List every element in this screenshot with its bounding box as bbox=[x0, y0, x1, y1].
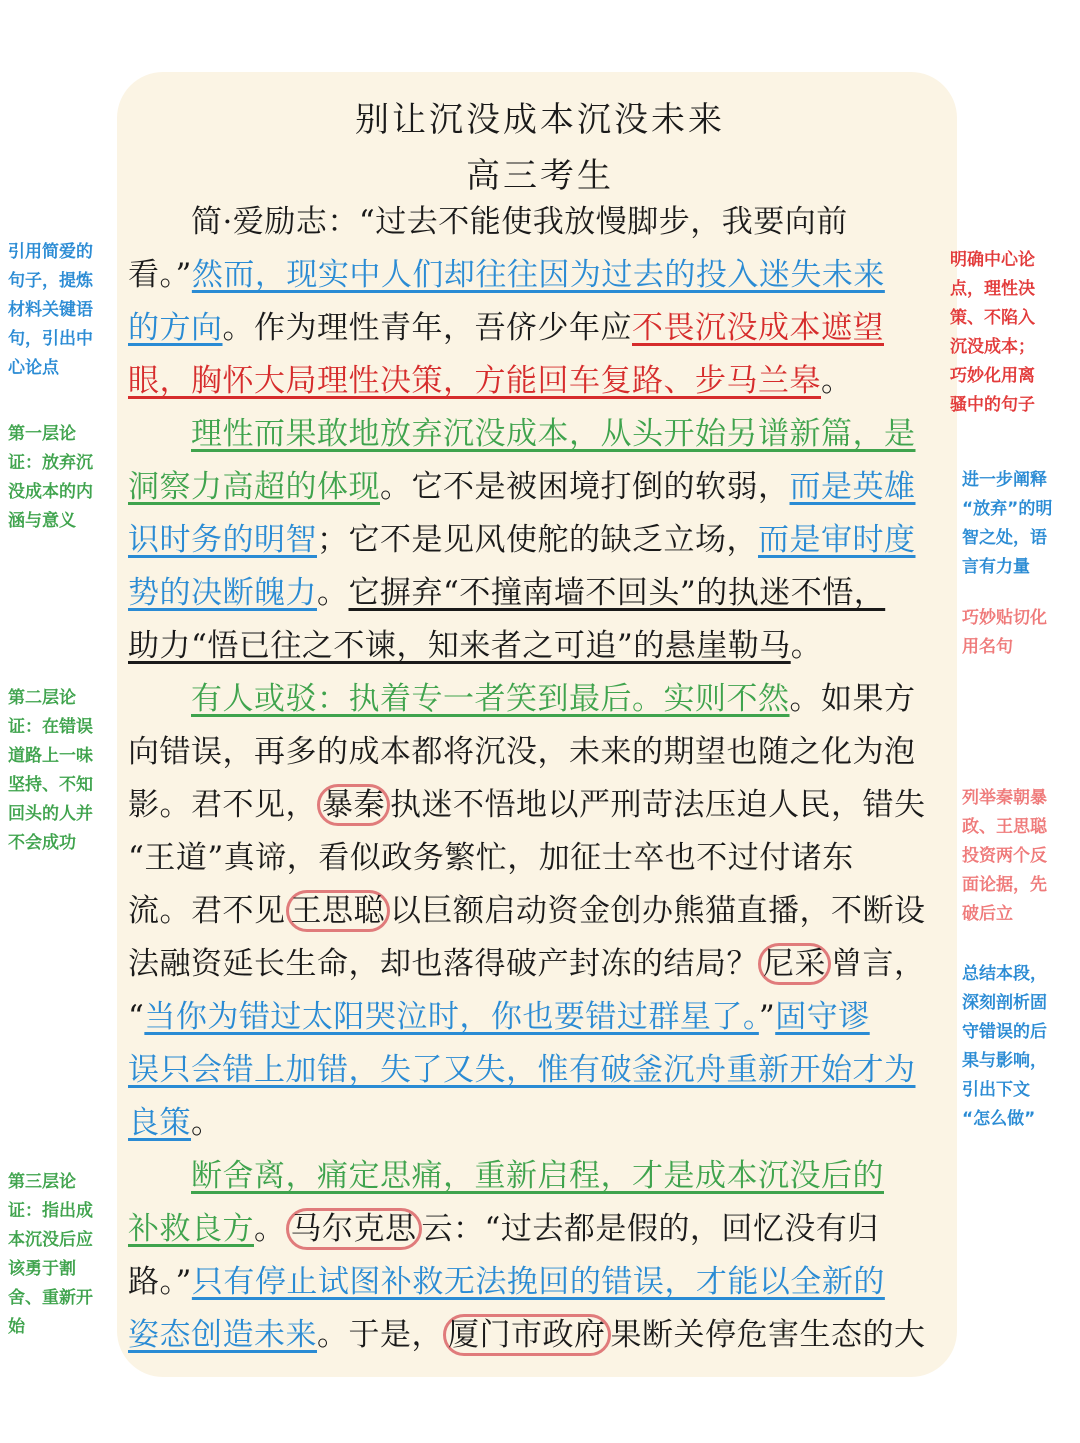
essay-line bbox=[128, 938, 946, 991]
circled-name: 尼采 bbox=[758, 943, 831, 985]
text-segment: 法融资延长生命，却也落得破产封冻的结局？ bbox=[128, 946, 758, 982]
text-segment: 。如果方 bbox=[789, 681, 916, 717]
right-annotation-3: 巧妙贴切化 用名句 bbox=[962, 608, 1047, 657]
highlighted-phrase: 当你为错过太阳哭泣时，你也要错过群星了。 bbox=[144, 999, 759, 1035]
text-segment: 曾言， bbox=[831, 946, 926, 982]
essay-author: 高三考生 bbox=[466, 156, 614, 196]
right-annotation-5: 总结本段， 深刻剖析固 守错误的后 果与影响， 引出下文 “怎么做” bbox=[962, 964, 1047, 1129]
right-annotation-2: 进一步阐释 “放弃”的明 智之处，语 言有力量 bbox=[962, 470, 1053, 577]
circled-name: 暴秦 bbox=[317, 784, 390, 826]
text-segment: 。 bbox=[191, 1105, 223, 1141]
highlighted-phrase: 姿态创造未来 bbox=[128, 1317, 317, 1353]
text-segment bbox=[128, 416, 191, 452]
text-segment: 看。” bbox=[128, 257, 192, 293]
highlighted-phrase: 然而，现实中人们却往往因为过去的投入迷失未来 bbox=[191, 257, 885, 293]
essay-body bbox=[128, 196, 946, 1362]
highlighted-phrase: 不畏沉没成本遮望 bbox=[632, 310, 884, 346]
text-segment bbox=[128, 681, 191, 717]
text-segment: 云：“过去都是假的，回忆没有归 bbox=[421, 1211, 879, 1247]
text-segment bbox=[128, 1158, 191, 1194]
highlighted-phrase: 断舍离，痛定思痛，重新启程，才是成本沉没后的 bbox=[191, 1158, 884, 1194]
highlighted-phrase: 助力“悟已往之不谏，知来者之可追”的悬崖勒马 bbox=[128, 628, 791, 664]
essay-line bbox=[128, 1044, 946, 1097]
essay-line bbox=[128, 726, 946, 779]
text-segment: “ bbox=[128, 999, 145, 1035]
highlighted-phrase: 误只会错上加错，失了又失，惟有破釜沉舟重新开始才为 bbox=[128, 1052, 916, 1088]
essay-line bbox=[128, 249, 946, 302]
text-segment: ；它不是见风使舵的缺乏立场， bbox=[317, 522, 758, 558]
highlighted-phrase: 有人或驳：执着专一者笑到最后。实则不然 bbox=[191, 681, 790, 717]
left-annotation-1: 引用简爱的 句子，提炼 材料关键语 句，引出中 心论点 bbox=[8, 242, 93, 378]
text-segment: 向错误，再多的成本都将沉没，未来的期望也随之化为泡 bbox=[128, 734, 916, 770]
essay-line bbox=[128, 1150, 946, 1203]
text-segment: 流。君不见 bbox=[128, 893, 286, 929]
highlighted-phrase: 洞察力高超的体现 bbox=[128, 469, 380, 505]
essay-line bbox=[128, 196, 946, 249]
highlighted-phrase: 势的决断魄力 bbox=[128, 575, 317, 611]
highlighted-phrase: 识时务的明智 bbox=[128, 522, 317, 558]
text-segment: 执迷不悟地以严刑苛法压迫人民，错失 bbox=[390, 787, 926, 823]
highlighted-phrase: 只有停止试图补救无法挽回的错误，才能以全新的 bbox=[191, 1264, 885, 1300]
text-segment: 以巨额启动资金创办熊猫直播，不断设 bbox=[390, 893, 926, 929]
right-annotation-1: 明确中心论 点，理性决 策、不陷入 沉没成本； 巧妙化用离 骚中的句子 bbox=[950, 250, 1035, 415]
text-segment: 。作为理性青年，吾侪少年应 bbox=[222, 310, 632, 346]
highlighted-phrase: 补救良方 bbox=[128, 1211, 254, 1247]
essay-line bbox=[128, 355, 946, 408]
essay-line bbox=[128, 991, 946, 1044]
circled-name: 王思聪 bbox=[286, 890, 391, 932]
text-segment: 。于是， bbox=[317, 1317, 443, 1353]
essay-line bbox=[128, 779, 946, 832]
essay-line bbox=[128, 567, 946, 620]
circled-name: 厦门市政府 bbox=[443, 1314, 611, 1356]
essay-line bbox=[128, 1097, 946, 1150]
essay-line bbox=[128, 408, 946, 461]
highlighted-phrase: 它摒弃“不撞南墙不回头”的执迷不悟， bbox=[348, 575, 886, 611]
essay-line bbox=[128, 832, 946, 885]
highlighted-phrase: 固守谬 bbox=[775, 999, 870, 1035]
circled-name: 马尔克思 bbox=[286, 1208, 422, 1250]
essay-line bbox=[128, 302, 946, 355]
text-segment: 。 bbox=[254, 1211, 286, 1247]
left-annotation-4: 第三层论 证：指出成 本沉没后应 该勇于割 舍、重新开 始 bbox=[8, 1172, 93, 1337]
text-segment: 。它不是被困境打倒的软弱， bbox=[380, 469, 790, 505]
text-segment: ” bbox=[758, 999, 776, 1035]
left-annotation-2: 第一层论 证：放弃沉 没成本的内 涵与意义 bbox=[8, 424, 93, 531]
highlighted-phrase: 而是英雄 bbox=[789, 469, 916, 505]
essay-line bbox=[128, 885, 946, 938]
text-segment: 路。” bbox=[128, 1264, 192, 1300]
text-segment: 。 bbox=[790, 628, 823, 664]
essay-title: 别让沉没成本沉没未来 bbox=[355, 100, 725, 140]
essay-line bbox=[128, 1256, 946, 1309]
highlighted-phrase: 理性而果敢地放弃沉没成本，从头开始另谱新篇，是 bbox=[191, 416, 916, 452]
right-annotation-4: 列举秦朝暴 政、王思聪 投资两个反 面论据，先 破后立 bbox=[962, 788, 1047, 924]
highlighted-phrase: 良策 bbox=[128, 1105, 191, 1141]
text-segment: 。 bbox=[821, 363, 853, 399]
text-segment: 简·爱励志：“过去不能使我放慢脚步，我要向前 bbox=[128, 204, 848, 240]
text-segment: 影。君不见， bbox=[128, 787, 317, 823]
highlighted-phrase: 眼，胸怀大局理性决策，方能回车复路、步马兰皋 bbox=[128, 363, 821, 399]
highlighted-phrase: 而是审时度 bbox=[758, 522, 916, 558]
essay-line bbox=[128, 620, 946, 673]
essay-line bbox=[128, 673, 946, 726]
text-segment: “王道”真谛，看似政务繁忙，加征士卒也不过付诸东 bbox=[128, 840, 854, 876]
essay-line bbox=[128, 1309, 946, 1362]
highlighted-phrase: 的方向 bbox=[128, 310, 223, 346]
essay-line bbox=[128, 1203, 946, 1256]
essay-line bbox=[128, 514, 946, 567]
text-segment: 。 bbox=[317, 575, 349, 611]
text-segment: 果断关停危害生态的大 bbox=[610, 1317, 926, 1353]
left-annotation-3: 第二层论 证：在错误 道路上一味 坚持、不知 回头的人并 不会成功 bbox=[8, 688, 93, 853]
essay-line bbox=[128, 461, 946, 514]
